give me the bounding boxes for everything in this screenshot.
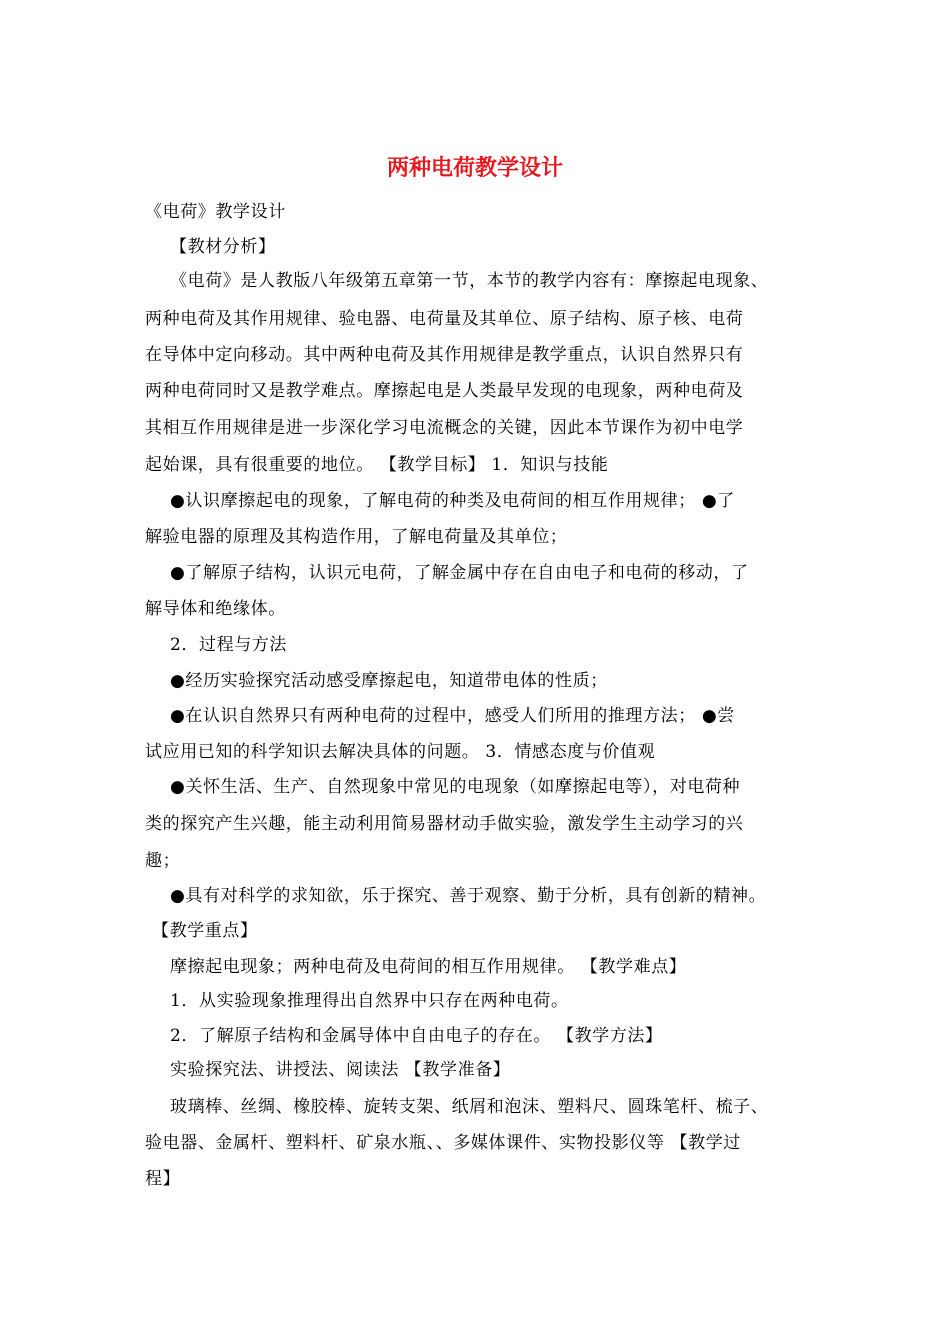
paragraph-line: 验电器、金属杆、塑料杆、矿泉水瓶、、多媒体课件、实物投影仪等 【教学过 xyxy=(145,1133,741,1153)
document-title: 两种电荷教学设计 xyxy=(386,155,563,181)
paragraph-line: 摩擦起电现象；两种电荷及电荷间的相互作用规律。 【教学难点】 xyxy=(170,957,687,977)
paragraph-line: ●了解原子结构，认识元电荷，了解金属中存在自由电子和电荷的移动，了 xyxy=(170,563,749,583)
paragraph-line: 在导体中定向移动。其中两种电荷及其作用规律是教学重点，认识自然界只有 xyxy=(145,345,744,365)
paragraph-line: 两种电荷及其作用规律、验电器、电荷量及其单位、原子结构、原子核、电荷 xyxy=(145,309,744,329)
paragraph-line: ●在认识自然界只有两种电荷的过程中，感受人们所用的推理方法； ●尝 xyxy=(170,706,735,726)
paragraph-line: 实验探究法、讲授法、阅读法 【教学准备】 xyxy=(170,1060,511,1080)
paragraph-line: 解导体和绝缘体。 xyxy=(145,599,286,619)
paragraph-line: 趣； xyxy=(145,851,181,871)
paragraph-line: 程】 xyxy=(145,1169,181,1189)
paragraph-line: 《电荷》教学设计 xyxy=(145,202,286,222)
paragraph-line: 2．了解原子结构和金属导体中自由电子的存在。 【教学方法】 xyxy=(170,1026,663,1046)
paragraph-line: 1．从实验现象推理得出自然界中只存在两种电荷。 xyxy=(170,991,569,1011)
paragraph-line: 其相互作用规律是进一步深化学习电流概念的关键，因此本节课作为初中电学 xyxy=(145,418,744,438)
paragraph-line: 解验电器的原理及其构造作用，了解电荷量及其单位； xyxy=(145,527,568,547)
paragraph-line: ●经历实验探究活动感受摩擦起电，知道带电体的性质； xyxy=(170,671,608,691)
paragraph-line: 《电荷》是人教版八年级第五章第一节，本节的教学内容有：摩擦起电现象、 xyxy=(170,271,769,291)
paragraph-line: 类的探究产生兴趣，能主动利用简易器材动手做实验，激发学生主动学习的兴 xyxy=(145,814,744,834)
paragraph-line: 2．过程与方法 xyxy=(170,635,288,655)
paragraph-line: 两种电荷同时又是教学难点。摩擦起电是人类最早发现的电现象，两种电荷及 xyxy=(145,381,744,401)
section-heading: 【教材分析】 xyxy=(170,237,276,257)
paragraph-line: ●具有对科学的求知欲，乐于探究、善于观察、勤于分析，具有创新的精神。 xyxy=(170,886,767,906)
paragraph-line: 玻璃棒、丝绸、橡胶棒、旋转支架、纸屑和泡沫、塑料尺、圆珠笔杆、梳子、 xyxy=(170,1097,769,1117)
paragraph-line: ●关怀生活、生产、自然现象中常见的电现象（如摩擦起电等），对电荷种 xyxy=(170,777,741,797)
paragraph-line: 起始课，具有很重要的地位。 【教学目标】 1．知识与技能 xyxy=(145,455,609,475)
paragraph-line: ●认识摩擦起电的现象，了解电荷的种类及电荷间的相互作用规律； ●了 xyxy=(170,491,735,511)
paragraph-line: 试应用已知的科学知识去解决具体的问题。 3．情感态度与价值观 xyxy=(145,742,656,762)
section-heading: 【教学重点】 xyxy=(152,921,258,941)
